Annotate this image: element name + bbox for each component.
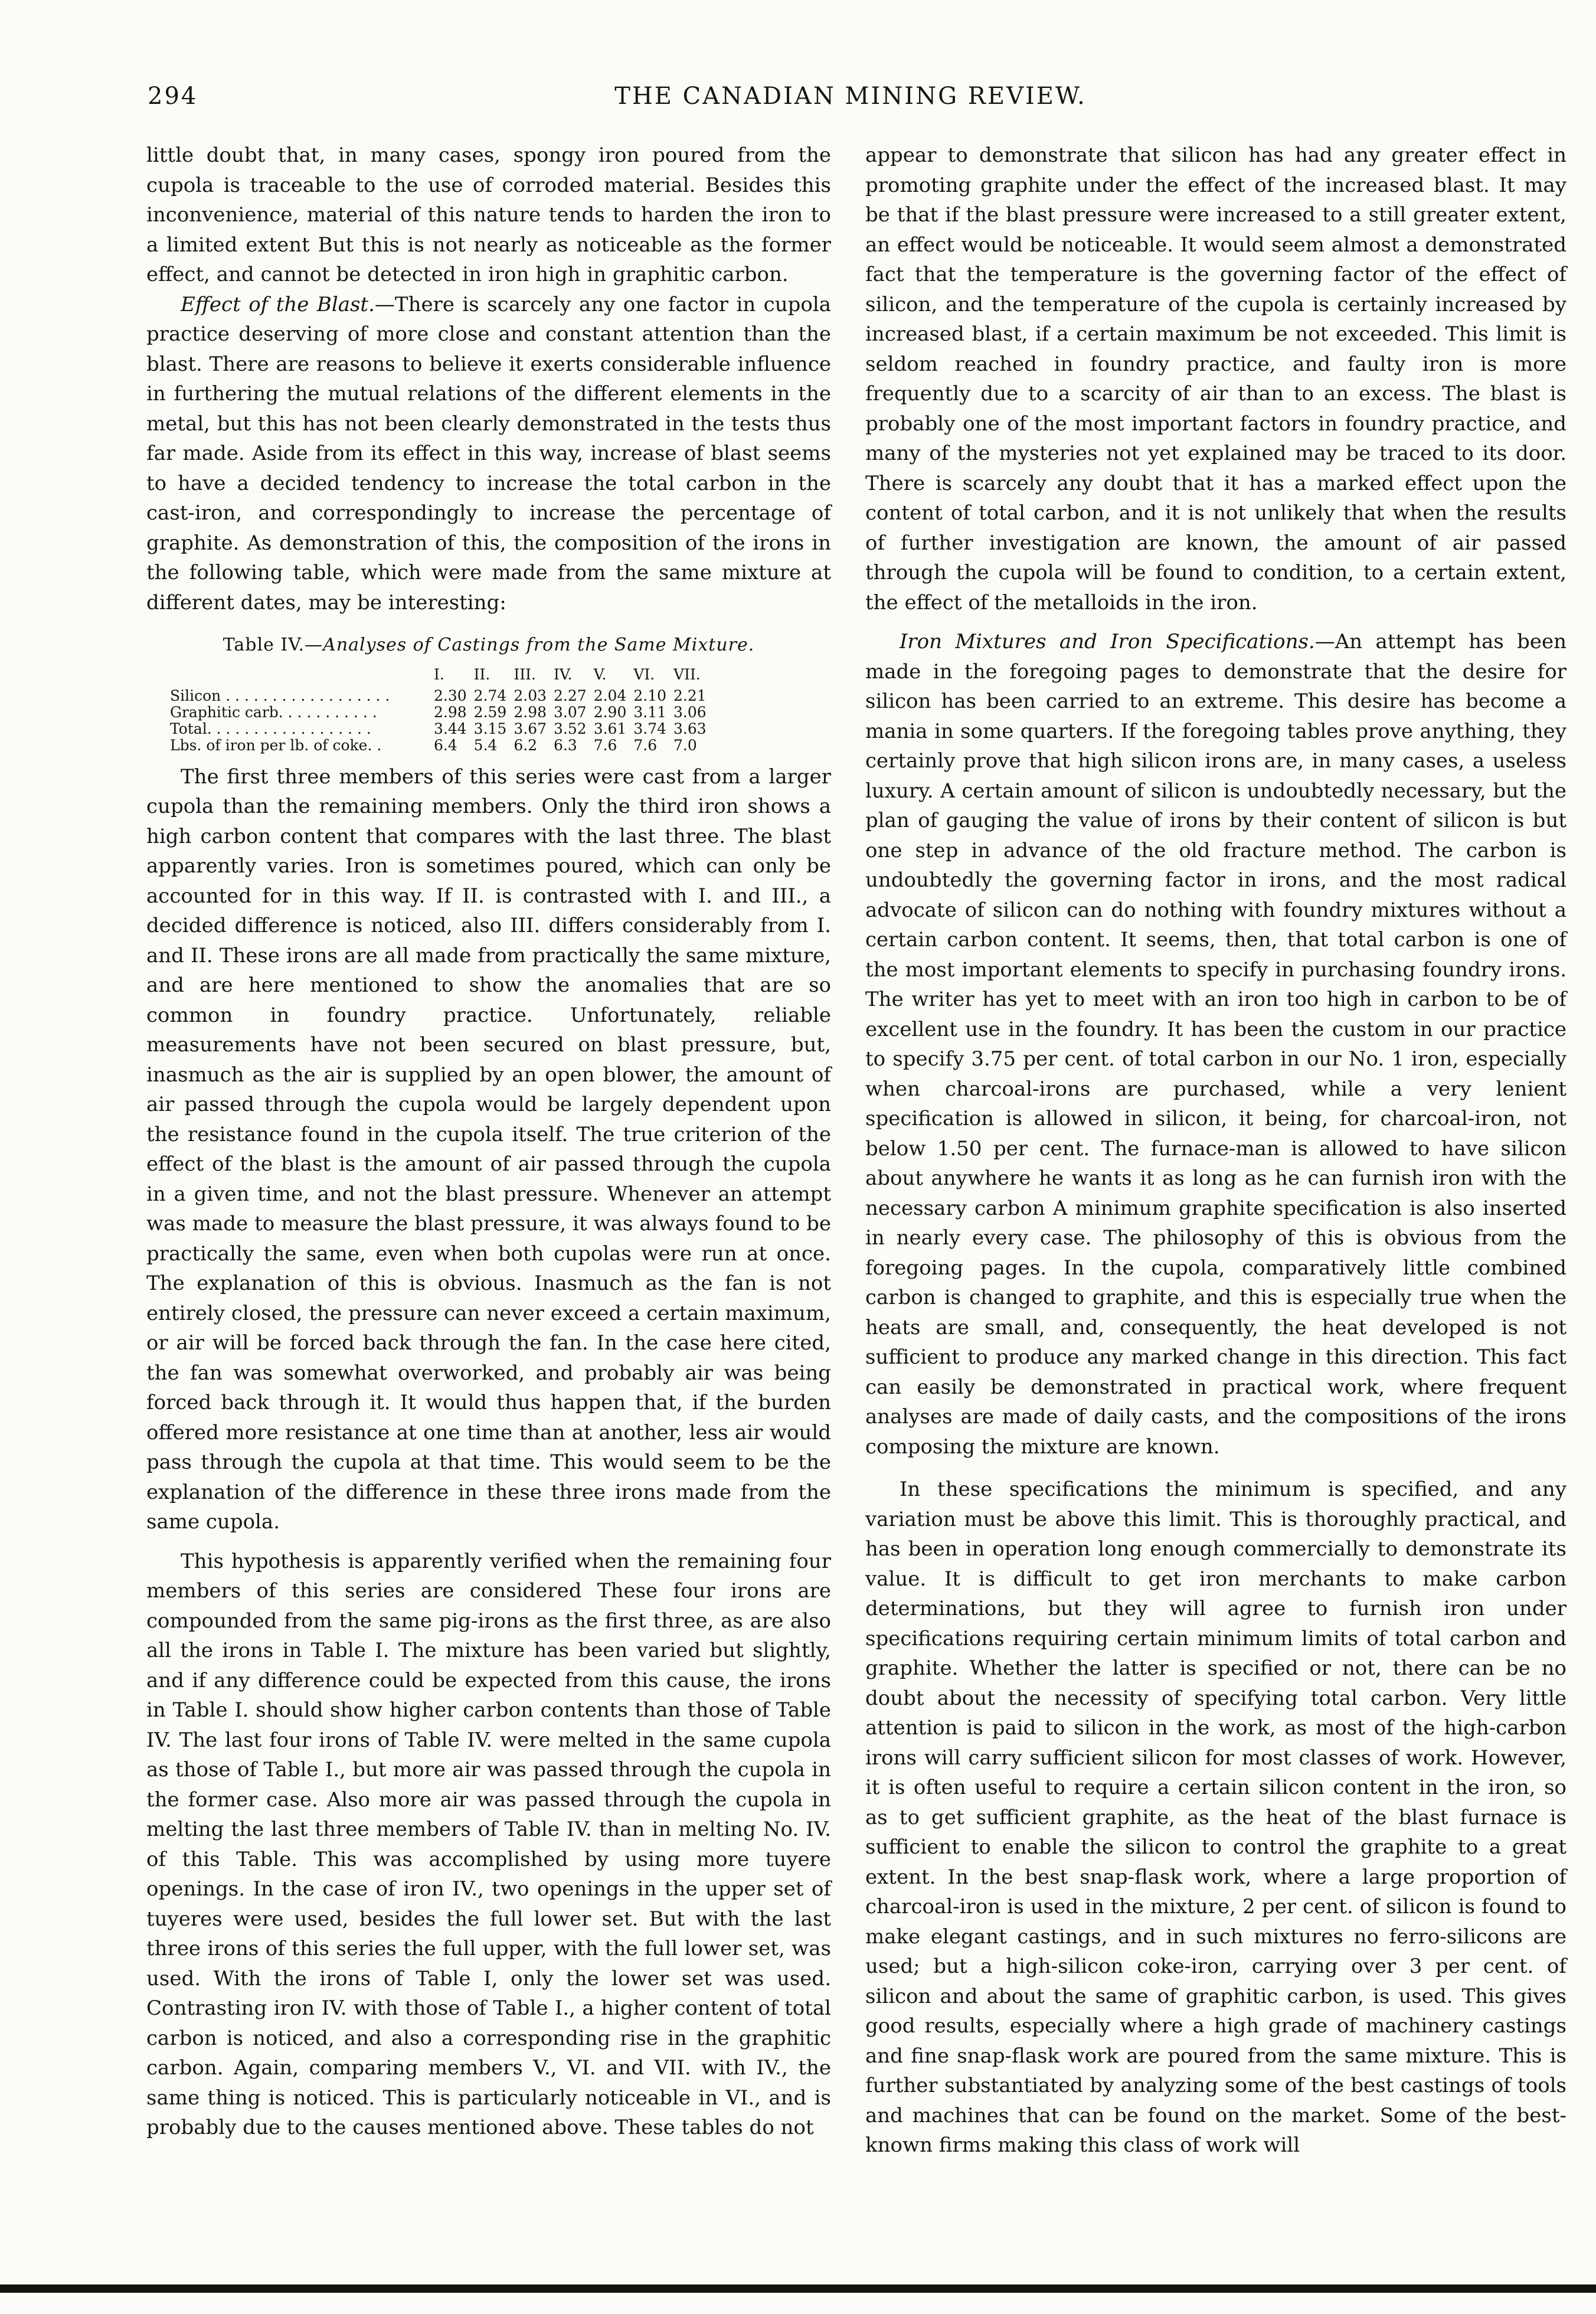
- paragraph-text: —An attempt has been made in the foregoing pages to demonstrate that the desire for silicon has been carried to an extreme. This desire has become a mania in some quarters. If the foregoing tables prove anything, they certainly prove that high silicon irons are, in many cases, a useless luxury. A certain amount of silicon is undoubtedly necessary, but the plan of gauging the value of irons by their content of silicon is but one step in advance of the old fracture method. The carbon is undoubtedly the governing factor in irons, and the most radical advocate of silicon can do nothing with foundry mixtures without a certain carbon content. It seems, then, that total carbon is one of the most important elements to specify in purchasing foundry irons. The writer has yet to meet with an iron too high in carbon to be of excellent use in the foundry. It has been the custom in our practice to specify 3.75 per cent. of total carbon in our No. 1 iron, especially when charcoal-irons are purchased, while a very lenient specification is allowed in silicon, it being, for charcoal-iron, not below 1.50 per cent. The furnace-man is allowed to have silicon about anywhere he wants it as long as he can furnish iron with the necessary carbon A minimum graphite specification is also inserted in nearly every case. The philosophy of this is obvious from the foregoing pages. In the cupola, comparatively little combined carbon is changed to graphite, and this is especially true when the heats are small, and, consequently, the heat developed is not sufficient to produce any marked change in this direction. This fact can easily be demonstrated in practical work, where frequent analyses are made of daily casts, and the compositions of the irons composing the mixture are known.: [865, 630, 1566, 1459]
- journal-title: THE CANADIAN MINING REVIEW.: [614, 83, 1087, 110]
- column-header: III.: [514, 665, 536, 683]
- paragraph: The first three members of this series were cast from a larger cupola than the remaining members. Only the third iron shows a high carbon content that compares with the last three. The blast apparently varies. Iron is sometimes poured, which can only be accounted for in this way. If II. is contrasted with I. and III., a decided difference is noticed, also III. differs considerably from I. and II. These irons are all made from practically the same mixture, and are here mentioned to show the anomalies that are so common in foundry practice. Unfortunately, reliable measurements have not been secured on blast pressure, but, inasmuch as the air is supplied by an open blower, the amount of air passed through the cupola would be largely dependent upon the resistance found in the cupola itself. The true criterion of the effect of the blast is the amount of air passed through the cupola in a given time, and not the blast pressure. Whenever an attempt was made to measure the blast pressure, it was always found to be practically the same, even when both cupolas were run at once. The explanation of this is obvious. Inasmuch as the fan is not entirely closed, the pressure can never exceed a certain maximum, or air will be forced back through the fan. In the case here cited, the fan was somewhat overworked, and probably air was being forced back through it. It would thus happen that, if the burden offered more resistance at one time than at another, less air would pass through the cupola at that time. This would seem to be the explanation of the difference in these three irons made from the same cupola.: [146, 764, 831, 1534]
- table-cell: 3.63: [673, 720, 707, 737]
- table-row: [170, 721, 714, 737]
- row-label: Graphitic carb. . . . . . . . . . .: [170, 703, 377, 721]
- table-cell: 6.4: [434, 736, 457, 754]
- analyses-table: [170, 666, 714, 754]
- table-header-blank: [170, 666, 434, 688]
- table-row: [170, 688, 714, 704]
- table-cell: 2.59: [473, 703, 507, 721]
- table-cell: 3.74: [633, 720, 667, 737]
- table-cell: 7.6: [593, 736, 617, 754]
- table-row: [170, 737, 714, 754]
- table-cell: 3.67: [514, 720, 547, 737]
- table-cell: 7.6: [633, 736, 658, 754]
- table-cell: 6.2: [514, 736, 538, 754]
- column-header: II.: [473, 665, 490, 683]
- table-cell: 6.3: [554, 736, 577, 754]
- section-heading: Effect of the Blast.: [181, 292, 375, 316]
- table-cell: 3.06: [673, 703, 707, 721]
- table-cell: 2.98: [514, 703, 547, 721]
- row-label: Total. . . . . . . . . . . . . . . . . .: [170, 720, 371, 737]
- column-header: VI.: [633, 665, 655, 683]
- table-title: —Analyses of Castings from the Same Mixture.: [305, 635, 755, 655]
- table-cell: 5.4: [473, 736, 498, 754]
- table-cell: 2.27: [554, 687, 587, 704]
- table-cell: 3.07: [554, 703, 587, 721]
- paragraph: appear to demonstrate that silicon has had any greater effect in promoting graphite under the effect of the increased blast. It may be that if the blast pressure were increased to a still greater extent, an effect would be noticeable. It would seem almost a demonstrated fact that the temperature is the governing factor of the effect of silicon, and the temperature of the cupola is certainly increased by increased blast, if a certain maximum be not exceeded. This limit is seldom reached in foundry practice, and faulty iron is more frequently due to a scarcity of air than to an excess. The blast is probably one of the most important factors in foundry practice, and many of the mysteries not yet explained may be traced to its door. There is scarcely any doubt that it has a marked effect upon the content of total carbon, and it is not unlikely that when the results of further investigation are known, the amount of air passed through the cupola will be found to condition, to a certain extent, the effect of the metalloids in the iron.: [865, 143, 1566, 615]
- left-column: [146, 140, 831, 2143]
- paragraph: [146, 290, 831, 618]
- column-header: I.: [434, 665, 444, 683]
- table-cell: 7.0: [673, 736, 697, 754]
- column-header: IV.: [554, 665, 573, 683]
- table-cell: 2.04: [593, 687, 627, 704]
- table-cell: 2.21: [673, 687, 707, 704]
- row-label: Lbs. of iron per lb. of coke. .: [170, 736, 382, 754]
- table-caption: [146, 630, 831, 661]
- column-header: V.: [593, 665, 607, 683]
- table-number: Table IV.: [223, 635, 305, 655]
- table-cell: 3.44: [434, 720, 467, 737]
- paragraph: In these specifications the minimum is specified, and any variation must be above this limit. This is thoroughly practical, and has been in operation long enough commercially to demonstrate its value. It is difficult to get iron merchants to make carbon determinations, but they will agree to furnish iron under specifications requiring certain minimum limits of total carbon and graphite. Whether the latter is specified or not, there can be no doubt about the necessity of specifying total carbon. Very little attention is paid to silicon in the work, as most of the high-carbon irons will carry sufficient silicon for most classes of work. However, it is often useful to require a certain silicon content in the iron, so as to get sufficient graphite, as the heat of the blast furnace is sufficient to enable the silicon to control the graphite to a great extent. In the best snap-flask work, where a large proportion of charcoal-iron is used in the mixture, 2 per cent. of silicon is found to make elegant castings, and in such mixtures no ferro-silicons are used; but a high-silicon coke-iron, carrying over 3 per cent. of silicon and about the same of graphitic carbon, is used. This gives good results, especially where a high grade of machinery castings and fine snap-flask work are poured from the same mixture. This is further substantiated by analyzing some of the best castings of tools and machines that can be found on the market. Some of the best-known firms making this class of work will: [865, 1478, 1566, 2157]
- table-cell: 2.30: [434, 687, 467, 704]
- table-cell: 3.11: [633, 703, 667, 721]
- section-heading: Iron Mixtures and Iron Specifications.: [900, 630, 1315, 653]
- table-cell: 2.90: [593, 703, 627, 721]
- table-row: [170, 704, 714, 721]
- table-header-row: [170, 666, 714, 688]
- table-cell: 2.03: [514, 687, 547, 704]
- row-label: Silicon . . . . . . . . . . . . . . . . . .: [170, 687, 390, 704]
- column-header: VII.: [673, 665, 701, 683]
- table-cell: 2.10: [633, 687, 667, 704]
- paragraph: This hypothesis is apparently verified when the remaining four members of this series are considered These four irons are compounded from the same pig-irons as the first three, as are also all the irons in Table I. The mixture has been varied but slightly, and if any difference could be expected from this cause, the irons in Table I. should show higher carbon contents than those of Table IV. The last four irons of Table IV. were melted in the same cupola as those of Table I., but more air was passed through the cupola in the former case. Also more air was passed through the cupola in melting the last three members of Table IV. than in melting No. IV. of this Table. This was accomplished by using more tuyere openings. In the case of iron IV., two openings in the upper set of tuyeres were used, besides the full lower set. But with the last three irons of this series the full upper, with the full lower set, was used. With the irons of Table I, only the lower set was used. Contrasting iron IV. with those of Table I., a higher content of total carbon is noticed, and also a corresponding rise in the graphitic carbon. Again, comparing members V., VI. and VII. with IV., the same thing is noticed. This is particularly noticeable in VI., and is probably due to the causes mentioned above. These tables do not: [146, 1549, 831, 2139]
- paragraph: little doubt that, in many cases, spongy iron poured from the cupola is traceable to the use of corroded material. Besides this inconvenience, material of this nature tends to harden the iron to a limited extent But this is not nearly as noticeable as the former effect, and cannot be detected in iron high in graphitic carbon.: [146, 143, 831, 286]
- table-cell: 3.52: [554, 720, 587, 737]
- table-cell: 3.61: [593, 720, 627, 737]
- paragraph-text: —There is scarcely any one factor in cupola practice deserving of more close and constant attention than the blast. There are reasons to believe it exerts considerable influence in furthering the mutual relations of the different elements in the metal, but this has not been clearly demonstrated in the tests thus far made. Aside from its effect in this way, increase of blast seems to have a decided tendency to increase the total carbon in the cast-iron, and correspondingly to increase the percentage of graphite. As demonstration of this, the composition of the irons in the following table, which were made from the same mixture at different dates, may be interesting:: [146, 292, 831, 615]
- page-number: 294: [148, 83, 198, 110]
- running-head: [148, 83, 1554, 118]
- table-cell: 2.74: [473, 687, 507, 704]
- bottom-rule: [0, 2284, 1596, 2293]
- table-cell: 3.15: [473, 720, 507, 737]
- paragraph: [865, 627, 1566, 1462]
- table-cell: 2.98: [434, 703, 467, 721]
- right-column: [865, 140, 1566, 2161]
